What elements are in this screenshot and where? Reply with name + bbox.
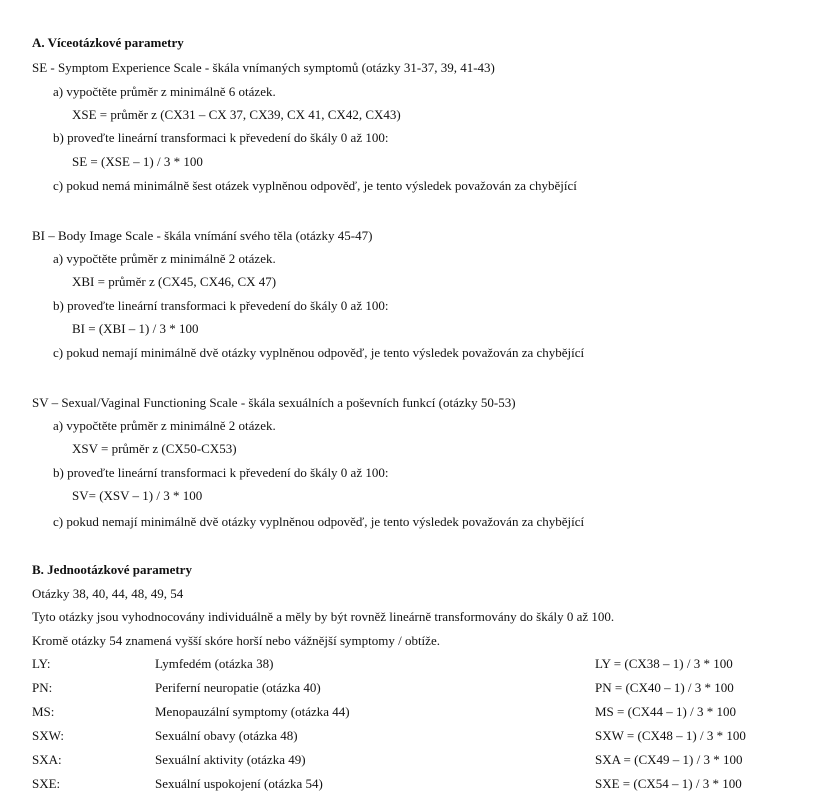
row-code-ly: LY:: [32, 656, 51, 671]
bi-step-b: b) proveďte lineární transformaci k převedení do škály 0 až 100:: [53, 298, 389, 313]
section-b-questions: Otázky 38, 40, 44, 48, 49, 54: [32, 586, 184, 601]
se-scale-title: SE - Symptom Experience Scale - škála vnímaných symptomů (otázky 31-37, 39, 41-43): [32, 60, 495, 75]
row-formula-pn: PN = (CX40 – 1) / 3 * 100: [595, 680, 734, 695]
sv-scale-title: SV – Sexual/Vaginal Functioning Scale - škála sexuálních a poševních funkcí (otázky 50-53): [32, 395, 516, 410]
row-desc-sxw: Sexuální obavy (otázka 48): [155, 728, 298, 743]
bi-average-definition: XBI = průměr z (CX45, CX46, CX 47): [72, 274, 277, 289]
se-formula: SE = (XSE – 1) / 3 * 100: [72, 154, 203, 169]
row-desc-ly: Lymfedém (otázka 38): [155, 656, 274, 671]
row-code-pn: PN:: [32, 680, 53, 695]
row-desc-ms: Menopauzální symptomy (otázka 44): [155, 704, 350, 719]
se-step-a: a) vypočtěte průměr z minimálně 6 otázek.: [53, 84, 276, 99]
row-desc-pn: Periferní neuropatie (otázka 40): [155, 680, 321, 695]
row-code-sxw: SXW:: [32, 728, 65, 743]
section-b-note-1: Tyto otázky jsou vyhodnocovány individuálně a měly by být rovněž lineárně transformovány do škály 0 až 100.: [32, 609, 615, 624]
bi-step-c: c) pokud nemají minimálně dvě otázky vyplněnou odpověď, je tento výsledek považován za chybějící: [53, 345, 585, 360]
row-desc-sxa: Sexuální aktivity (otázka 49): [155, 752, 306, 767]
row-formula-ms: MS = (CX44 – 1) / 3 * 100: [595, 704, 736, 719]
section-a-heading: A. Víceotázkové parametry: [32, 35, 184, 50]
row-desc-sxe: Sexuální uspokojení (otázka 54): [155, 776, 323, 791]
sv-average-definition: XSV = průměr z (CX50-CX53): [72, 441, 237, 456]
row-code-ms: MS:: [32, 704, 55, 719]
sv-formula: SV= (XSV – 1) / 3 * 100: [72, 488, 203, 503]
section-b-note-2: Kromě otázky 54 znamená vyšší skóre horší nebo vážnější symptomy / obtíže.: [32, 633, 440, 648]
se-step-b: b) proveďte lineární transformaci k převedení do škály 0 až 100:: [53, 130, 389, 145]
se-step-c: c) pokud nemá minimálně šest otázek vyplněnou odpověď, je tento výsledek považován za chybějící: [53, 178, 577, 193]
sv-step-b: b) proveďte lineární transformaci k převedení do škály 0 až 100:: [53, 465, 389, 480]
bi-step-a: a) vypočtěte průměr z minimálně 2 otázek.: [53, 251, 276, 266]
bi-formula: BI = (XBI – 1) / 3 * 100: [72, 321, 199, 336]
row-code-sxa: SXA:: [32, 752, 62, 767]
row-formula-sxa: SXA = (CX49 – 1) / 3 * 100: [595, 752, 743, 767]
row-formula-sxw: SXW = (CX48 – 1) / 3 * 100: [595, 728, 746, 743]
se-average-definition: XSE = průměr z (CX31 – CX 37, CX39, CX 41, CX42, CX43): [72, 107, 401, 122]
sv-step-a: a) vypočtěte průměr z minimálně 2 otázek.: [53, 418, 276, 433]
row-formula-sxe: SXE = (CX54 – 1) / 3 * 100: [595, 776, 742, 791]
row-formula-ly: LY = (CX38 – 1) / 3 * 100: [595, 656, 733, 671]
bi-scale-title: BI – Body Image Scale - škála vnímání svého těla (otázky 45-47): [32, 228, 373, 243]
section-b-heading: B. Jednootázkové parametry: [32, 562, 192, 577]
sv-step-c: c) pokud nemají minimálně dvě otázky vyplněnou odpověď, je tento výsledek považován za chybějící: [53, 514, 585, 529]
row-code-sxe: SXE:: [32, 776, 61, 791]
